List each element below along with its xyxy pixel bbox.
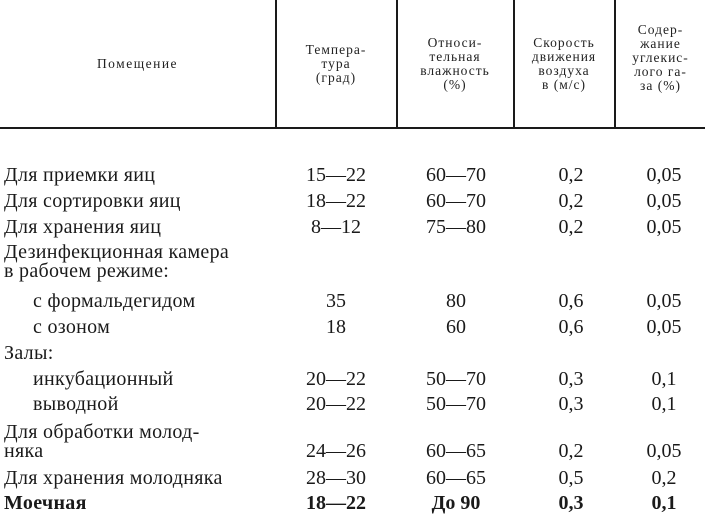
header-air-speed-line: движения: [531, 48, 597, 64]
cell-temperature: 18: [326, 316, 346, 338]
row-name: Моечная: [4, 492, 87, 514]
cell-humidity: 60: [446, 316, 466, 338]
cell-co2: 0,05: [646, 290, 682, 312]
cell-air-speed: 0,2: [558, 440, 584, 462]
cell-temperature: 24—26: [306, 440, 366, 462]
cell-temperature: 15—22: [306, 164, 366, 186]
header-humidity-line: (%): [443, 76, 467, 92]
row-name: Для приемки яиц: [4, 164, 156, 186]
cell-co2: 0,05: [646, 164, 682, 186]
cell-humidity: 75—80: [426, 216, 486, 238]
cell-co2: 0,05: [646, 190, 682, 212]
header-air-speed-line: в (м/с): [541, 76, 587, 92]
table-row: [0, 366, 705, 392]
row-name: Для сортировки яиц: [4, 190, 181, 212]
row-name: Для хранения молодняка: [4, 467, 223, 489]
cell-air-speed: 0,5: [558, 467, 584, 489]
header-humidity: [398, 0, 512, 127]
header-temperature: [277, 0, 395, 127]
cell-temperature: 35: [326, 290, 346, 312]
row-name: выводной: [33, 393, 119, 415]
cell-air-speed: 0,6: [558, 290, 584, 312]
table-row: [0, 438, 705, 464]
table-row: [0, 490, 705, 516]
header-temperature-line: (град): [315, 69, 357, 85]
header-co2-line: лого га-: [634, 63, 687, 79]
cell-humidity: 60—70: [426, 164, 486, 186]
table-row: [0, 465, 705, 491]
row-name: няка: [4, 440, 44, 462]
cell-air-speed: 0,3: [558, 393, 584, 415]
cell-air-speed: 0,2: [558, 164, 584, 186]
cell-co2: 0,05: [646, 316, 682, 338]
header-temperature-line: тура: [321, 55, 351, 71]
cell-co2: 0,1: [651, 492, 677, 514]
header-air-speed-line: воздуха: [538, 62, 590, 78]
cell-humidity: 50—70: [426, 368, 486, 390]
row-name: Для обработки молод-: [4, 421, 200, 443]
table-row: [0, 391, 705, 417]
row-name: с формальдегидом: [33, 290, 196, 312]
cell-temperature: 20—22: [306, 393, 366, 415]
cell-co2: 0,1: [651, 393, 677, 415]
table-row: [0, 188, 705, 214]
row-name: Дезинфекционная камера: [4, 241, 230, 263]
row-name: с озоном: [33, 316, 111, 338]
cell-air-speed: 0,6: [558, 316, 584, 338]
cell-humidity: 50—70: [426, 393, 486, 415]
row-name: Для хранения яиц: [4, 216, 162, 238]
cell-co2: 0,1: [651, 368, 677, 390]
cell-humidity: 80: [446, 290, 466, 312]
header-humidity-line: тельная: [429, 48, 481, 64]
row-name: инкубационный: [33, 368, 174, 390]
header-temperature-line: Темпера-: [305, 41, 367, 57]
header-humidity-line: влажность: [420, 62, 490, 78]
header-co2: [616, 0, 705, 121]
header-co2-line: углекис-: [632, 49, 689, 65]
header-co2-line: за (%): [640, 77, 681, 93]
table-row: [0, 162, 705, 188]
cell-air-speed: 0,3: [558, 368, 584, 390]
table-row: [0, 314, 705, 340]
header-co2-line: жание: [640, 35, 681, 51]
row-name: Залы:: [4, 342, 54, 364]
header-air-speed: [515, 0, 613, 127]
cell-air-speed: 0,3: [558, 492, 584, 514]
cell-co2: 0,05: [646, 440, 682, 462]
row-name: в рабочем режиме:: [4, 260, 170, 282]
cell-humidity: 60—65: [426, 440, 486, 462]
cell-temperature: 18—22: [306, 492, 366, 514]
cell-temperature: 20—22: [306, 368, 366, 390]
header-room: [0, 0, 275, 127]
cell-co2: 0,2: [651, 467, 677, 489]
table-row: [0, 288, 705, 314]
cell-temperature: 18—22: [306, 190, 366, 212]
header-divider: [0, 127, 705, 129]
cell-air-speed: 0,2: [558, 190, 584, 212]
table-row: [0, 214, 705, 240]
cell-temperature: 8—12: [311, 216, 361, 238]
table-row: [0, 340, 705, 366]
table-row: [0, 258, 705, 284]
cell-humidity: 60—70: [426, 190, 486, 212]
header-air-speed-line: Скорость: [533, 34, 595, 50]
cell-temperature: 28—30: [306, 467, 366, 489]
cell-air-speed: 0,2: [558, 216, 584, 238]
header-co2-line: Содер-: [637, 21, 684, 37]
header-room-label: Помещение: [96, 55, 179, 71]
header-humidity-line: Относи-: [427, 34, 483, 50]
cell-humidity: До 90: [431, 492, 481, 514]
cell-co2: 0,05: [646, 216, 682, 238]
cell-humidity: 60—65: [426, 467, 486, 489]
